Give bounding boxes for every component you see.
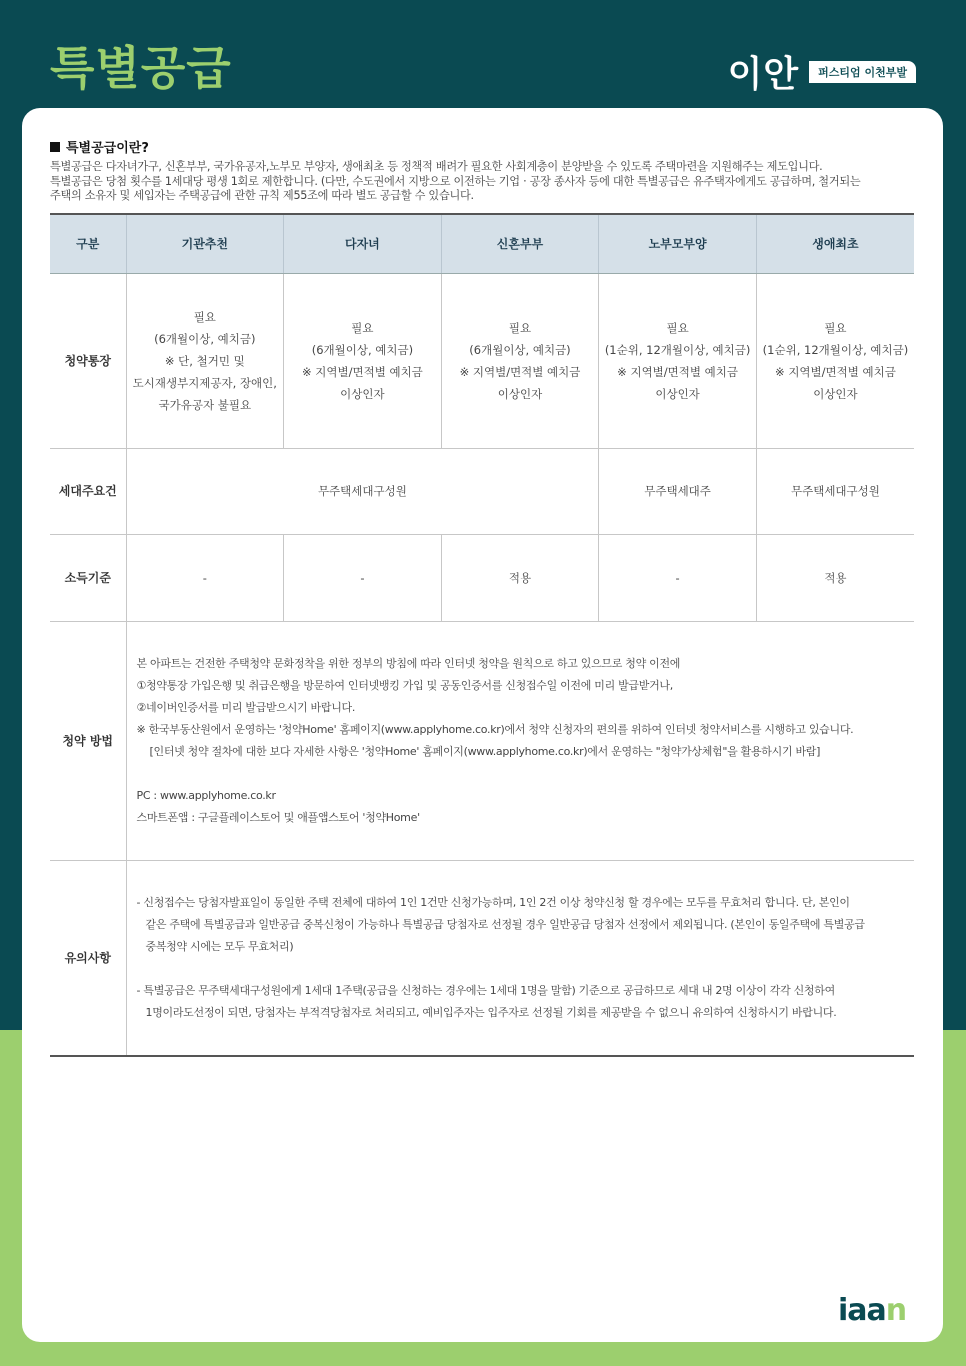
header-elderly-parent: 노부모부양 [599, 214, 757, 273]
table-cell: - [599, 534, 757, 621]
method-pc-link: PC : www.applyhome.co.kr [136, 788, 276, 802]
header-first-life: 생애최초 [756, 214, 914, 273]
logo-text: iaa [838, 1293, 886, 1328]
table-row-household [50, 448, 914, 534]
table-row-notes [50, 860, 914, 1056]
table-cell: 필요 (1순위, 12개월이상, 예치금) ※ 지역별/면적별 예치금 이상인자 [599, 273, 757, 448]
method-line: ①청약통장 가입은행 및 취급은행을 방문하여 인터넷뱅킹 가입 및 공동인증서를 신청접수일 이전에 미리 발급받거나, [136, 678, 673, 692]
row-label: 세대주요건 [50, 448, 126, 534]
section-heading [50, 137, 149, 156]
method-cell [126, 621, 914, 860]
header-institution: 기관추천 [126, 214, 284, 273]
table-cell: 필요 (6개월이상, 예치금) ※ 지역별/면적별 예치금 이상인자 [441, 273, 599, 448]
method-mobile-app: 스마트폰앱 : 구글플레이스토어 및 애플앱스토어 '청약Home' [136, 810, 420, 824]
header-category: 구분 [50, 214, 126, 273]
square-bullet-icon [50, 142, 60, 152]
note-item: - 특별공급은 무주택세대구성원에게 1세대 1주택(공급을 신청하는 경우에는 1세대 1명을 말함) 기준으로 공급하므로 세대 내 2명 이상이 각각 신청하여 1명이라도선정이 되면, 당첨자는 부적격당첨자로 처리되고, 예비입주자는 입주자로 선정될 기회를 제공받을 수 없으니 유의하여 신청하시기 바랍니다. [136, 983, 837, 1019]
intro-line: 특별공급은 다자녀가구, 신혼부부, 국가유공자,노부모 부양자, 생애최초 등 정책적 배려가 필요한 사회계층이 분양받을 수 있도록 주택마련을 지원해주는 제도입니다. [50, 160, 823, 173]
intro-line: 특별공급은 당첨 횟수를 1세대당 평생 1회로 제한합니다. (다만, 수도권에서 지방으로 이전하는 기업 · 공장 종사자 등에 대한 특별공급은 유주택자에게도 공급하며, 철거되는 [50, 174, 861, 188]
logo-mark: n [885, 1293, 907, 1328]
section-heading-text: 특별공급이란? [66, 141, 149, 156]
table-row-savings [50, 273, 914, 448]
table-cell: - [284, 534, 442, 621]
row-label: 청약 방법 [50, 621, 126, 860]
table-cell: - [126, 534, 284, 621]
method-line: [인터넷 청약 절차에 대한 보다 자세한 사항은 '청약Home' 홈페이지(www.applyhome.co.kr)에서 운영하는 "청약가상체험"을 활용하시기 바람] [149, 744, 821, 758]
intro-paragraph [50, 160, 922, 204]
header-multi-child: 다자녀 [284, 214, 442, 273]
table-cell: 무주택세대구성원 [756, 448, 914, 534]
iaan-logo [838, 1293, 906, 1328]
table-cell: 필요 (1순위, 12개월이상, 예치금) ※ 지역별/면적별 예치금 이상인자 [756, 273, 914, 448]
notes-cell [126, 860, 914, 1056]
spacer [137, 958, 905, 980]
table-row-income [50, 534, 914, 621]
intro-line: 주택의 소유자 및 세입자는 주택공급에 관한 규칙 제55조에 따라 별도 공급할 수 있습니다. [50, 189, 474, 202]
table-cell: 무주택세대주 [599, 448, 757, 534]
brand-block [728, 46, 916, 97]
table-cell: 적용 [756, 534, 914, 621]
table-cell: 무주택세대구성원 [126, 448, 599, 534]
row-label: 청약통장 [50, 273, 126, 448]
page-title: 특별공급 [50, 41, 232, 95]
table-header-row [50, 214, 914, 273]
method-line: ②네이버인증서를 미리 발급받으시기 바랍니다. [136, 700, 356, 714]
brand-name: 이안 [727, 54, 800, 95]
table-cell: 필요 (6개월이상, 예치금) ※ 단, 철거민 및 도시재생부지제공자, 장애인, 국가유공자 불필요 [126, 273, 284, 448]
header-newlywed: 신혼부부 [441, 214, 599, 273]
table-cell: 필요 (6개월이상, 예치금) ※ 지역별/면적별 예치금 이상인자 [284, 273, 442, 448]
note-item: - 신청접수는 당첨자발표일이 동일한 주택 전체에 대하여 1인 1건만 신청가능하며, 1인 2건 이상 청약신청 할 경우에는 모두를 무효처리 합니다. 단, 본인이 같은 주택에 특별공급과 일반공급 중복신청이 가능하나 특별공급 당첨자로 선정될 경우 일반공급 당첨자 선정에서 제외됩니다. (본인이 동일주택에 특별공급 중복청약 시에는 모두 무효처리) [136, 895, 865, 953]
table-row-method [50, 621, 914, 860]
brand-subtitle: 퍼스티엄 이천부발 [809, 61, 916, 83]
row-label: 유의사항 [50, 860, 126, 1056]
method-line: 본 아파트는 건전한 주택청약 문화정착을 위한 정부의 방침에 따라 인터넷 청약을 원칙으로 하고 있으므로 청약 이전에 [136, 656, 681, 670]
spacer [137, 763, 905, 785]
special-supply-table [50, 213, 914, 1057]
table-cell: 적용 [441, 534, 599, 621]
row-label: 소득기준 [50, 534, 126, 621]
method-line: ※ 한국부동산원에서 운영하는 '청약Home' 홈페이지(www.applyhome.co.kr)에서 청약 신청자의 편의를 위하여 인터넷 청약서비스를 시행하고 있습니다. [136, 722, 854, 736]
